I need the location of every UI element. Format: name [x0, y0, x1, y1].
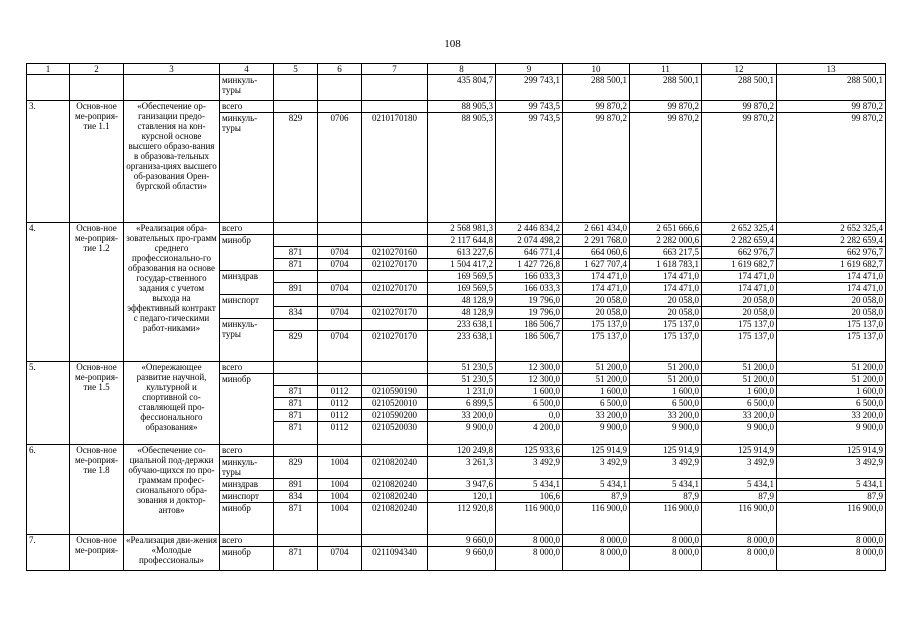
- empty-cell: [274, 75, 318, 101]
- value-cell: 3 492,9: [777, 457, 886, 479]
- budget-table: [26, 63, 886, 571]
- code-cell: 871: [274, 547, 318, 571]
- value-cell: 174 471,0: [702, 271, 777, 283]
- value-cell: 51 200,0: [702, 362, 777, 374]
- code-cell: 871: [274, 422, 318, 445]
- value-cell: 20 058,0: [563, 295, 630, 307]
- value-cell: 20 058,0: [563, 307, 630, 319]
- value-cell: 116 900,0: [630, 503, 702, 535]
- table-row: [27, 445, 886, 457]
- value-cell: 120,1: [428, 491, 496, 503]
- code-cell: 829: [274, 331, 318, 362]
- value-cell: 87,9: [777, 491, 886, 503]
- value-cell: 6 500,0: [563, 398, 630, 410]
- value-cell: 20 058,0: [702, 295, 777, 307]
- executor-cell: минобр: [220, 235, 274, 271]
- value-cell: 288 500,1: [702, 75, 777, 101]
- empty-cell: [362, 362, 428, 374]
- value-cell: 112 920,8: [428, 503, 496, 535]
- empty-cell: [274, 374, 318, 386]
- value-cell: 9 900,0: [702, 422, 777, 445]
- value-cell: 186 506,7: [496, 331, 563, 362]
- value-cell: 8 000,0: [702, 547, 777, 571]
- value-cell: 1 600,0: [702, 386, 777, 398]
- code-cell: 1004: [318, 479, 362, 491]
- value-cell: 1 600,0: [777, 386, 886, 398]
- column-header: 7: [362, 64, 428, 75]
- executor-cell: минздрав: [220, 479, 274, 491]
- value-cell: 1 619 682,7: [777, 259, 886, 271]
- table-row: [27, 535, 886, 547]
- event-name: Основ-ное ме-роприя-тие 1.1: [70, 101, 124, 223]
- executor-cell: минздрав: [220, 271, 274, 295]
- value-cell: 99 870,2: [563, 113, 630, 223]
- code-cell: 0210520030: [362, 422, 428, 445]
- code-cell: 0112: [318, 410, 362, 422]
- empty-cell: [318, 295, 362, 307]
- value-cell: 175 137,0: [777, 319, 886, 331]
- value-cell: 8 000,0: [702, 535, 777, 547]
- value-cell: 662 976,7: [702, 247, 777, 259]
- table-row: [27, 75, 886, 101]
- value-cell: 175 137,0: [630, 319, 702, 331]
- row-number: 4.: [27, 223, 70, 362]
- code-cell: 0210520010: [362, 398, 428, 410]
- value-cell: 3 492,9: [702, 457, 777, 479]
- code-cell: 0112: [318, 386, 362, 398]
- value-cell: 9 900,0: [777, 422, 886, 445]
- value-cell: 8 000,0: [563, 547, 630, 571]
- value-cell: 169 569,5: [428, 283, 496, 295]
- column-header: 8: [428, 64, 496, 75]
- value-cell: 87,9: [563, 491, 630, 503]
- empty-cell: [274, 235, 318, 247]
- row-number: 5.: [27, 362, 70, 445]
- value-cell: 125 914,9: [702, 445, 777, 457]
- executor-cell: всего: [220, 101, 274, 113]
- value-cell: 2 282 659,4: [777, 235, 886, 247]
- column-header: 3: [124, 64, 220, 75]
- code-cell: 0210820240: [362, 503, 428, 535]
- value-cell: 12 300,0: [496, 374, 563, 386]
- value-cell: 5 434,1: [563, 479, 630, 491]
- value-cell: 88 905,3: [428, 113, 496, 223]
- value-cell: 9 660,0: [428, 547, 496, 571]
- value-cell: 663 217,5: [630, 247, 702, 259]
- value-cell: 174 471,0: [777, 271, 886, 283]
- empty-cell: [124, 75, 220, 101]
- executor-cell: минобр: [220, 547, 274, 571]
- empty-cell: [362, 235, 428, 247]
- value-cell: 116 900,0: [777, 503, 886, 535]
- executor-cell: всего: [220, 535, 274, 547]
- value-cell: 99 870,2: [630, 101, 702, 113]
- value-cell: 174 471,0: [702, 283, 777, 295]
- code-cell: 0704: [318, 283, 362, 295]
- value-cell: 662 976,7: [777, 247, 886, 259]
- value-cell: 8 000,0: [496, 547, 563, 571]
- column-header: 11: [630, 64, 702, 75]
- code-cell: 871: [274, 259, 318, 271]
- value-cell: 9 900,0: [428, 422, 496, 445]
- code-cell: 1004: [318, 457, 362, 479]
- value-cell: 20 058,0: [777, 307, 886, 319]
- empty-cell: [362, 535, 428, 547]
- value-cell: 3 947,6: [428, 479, 496, 491]
- value-cell: 99 870,2: [630, 113, 702, 223]
- empty-cell: [362, 295, 428, 307]
- value-cell: 186 506,7: [496, 319, 563, 331]
- empty-cell: [274, 445, 318, 457]
- empty-cell: [318, 535, 362, 547]
- code-cell: 0211094340: [362, 547, 428, 571]
- value-cell: 5 434,1: [496, 479, 563, 491]
- value-cell: 20 058,0: [702, 307, 777, 319]
- column-header: 12: [702, 64, 777, 75]
- value-cell: 174 471,0: [630, 283, 702, 295]
- value-cell: 8 000,0: [630, 547, 702, 571]
- value-cell: 288 500,1: [563, 75, 630, 101]
- value-cell: 33 200,0: [777, 410, 886, 422]
- value-cell: 6 500,0: [496, 398, 563, 410]
- table-row: [27, 101, 886, 113]
- value-cell: 33 200,0: [563, 410, 630, 422]
- value-cell: 48 128,9: [428, 295, 496, 307]
- empty-cell: [274, 319, 318, 331]
- empty-cell: [274, 362, 318, 374]
- event-description: «Опережающее развитие научной, культурной и спортивной со-ставляющей про-фессионального образования»: [124, 362, 220, 445]
- row-number: 7.: [27, 535, 70, 571]
- column-header: 13: [777, 64, 886, 75]
- empty-cell: [318, 101, 362, 113]
- column-header: 9: [496, 64, 563, 75]
- column-header: 10: [563, 64, 630, 75]
- value-cell: 435 804,7: [428, 75, 496, 101]
- value-cell: 106,6: [496, 491, 563, 503]
- code-cell: 871: [274, 386, 318, 398]
- row-number: 3.: [27, 101, 70, 223]
- value-cell: 3 492,9: [496, 457, 563, 479]
- event-description: «Реализация дви-жения «Молодые профессионалы»: [124, 535, 220, 571]
- code-cell: 0704: [318, 547, 362, 571]
- value-cell: 6 500,0: [777, 398, 886, 410]
- column-header: 4: [220, 64, 274, 75]
- empty-cell: [318, 445, 362, 457]
- code-cell: 834: [274, 307, 318, 319]
- empty-cell: [274, 101, 318, 113]
- value-cell: 2 282 000,6: [630, 235, 702, 247]
- executor-cell: минобр: [220, 503, 274, 535]
- value-cell: 9 900,0: [630, 422, 702, 445]
- value-cell: 9 900,0: [563, 422, 630, 445]
- empty-cell: [27, 75, 70, 101]
- code-cell: 0112: [318, 398, 362, 410]
- value-cell: 1 600,0: [563, 386, 630, 398]
- code-cell: 0112: [318, 422, 362, 445]
- value-cell: 2 661 434,0: [563, 223, 630, 235]
- empty-cell: [362, 75, 428, 101]
- code-cell: 891: [274, 283, 318, 295]
- value-cell: 20 058,0: [777, 295, 886, 307]
- value-cell: 1 627 707,4: [563, 259, 630, 271]
- value-cell: 51 200,0: [563, 374, 630, 386]
- value-cell: 99 870,2: [777, 113, 886, 223]
- empty-cell: [362, 271, 428, 283]
- value-cell: 288 500,1: [777, 75, 886, 101]
- event-name: Основ-ное ме-роприя-: [70, 535, 124, 571]
- empty-cell: [318, 319, 362, 331]
- value-cell: 99 870,2: [563, 101, 630, 113]
- value-cell: 19 796,0: [496, 295, 563, 307]
- empty-cell: [318, 271, 362, 283]
- value-cell: 5 434,1: [630, 479, 702, 491]
- column-header: 5: [274, 64, 318, 75]
- code-cell: 891: [274, 479, 318, 491]
- value-cell: 8 000,0: [777, 535, 886, 547]
- event-name: Основ-ное ме-роприя-тие 1.5: [70, 362, 124, 445]
- value-cell: 6 500,0: [702, 398, 777, 410]
- table-header-row: [27, 64, 886, 75]
- code-cell: 834: [274, 491, 318, 503]
- code-cell: 0210270160: [362, 247, 428, 259]
- table-row: [27, 362, 886, 374]
- code-cell: 871: [274, 398, 318, 410]
- executor-cell: минкуль-туры: [220, 457, 274, 479]
- value-cell: 613 227,6: [428, 247, 496, 259]
- code-cell: 0704: [318, 259, 362, 271]
- page-number: 108: [444, 38, 461, 50]
- column-header: 2: [70, 64, 124, 75]
- executor-cell: минспорт: [220, 491, 274, 503]
- executor-cell: всего: [220, 445, 274, 457]
- code-cell: 871: [274, 410, 318, 422]
- empty-cell: [362, 319, 428, 331]
- empty-cell: [274, 535, 318, 547]
- value-cell: 2 117 644,8: [428, 235, 496, 247]
- value-cell: 116 900,0: [702, 503, 777, 535]
- value-cell: 1 600,0: [496, 386, 563, 398]
- table-row: [27, 223, 886, 235]
- value-cell: 1 618 783,1: [630, 259, 702, 271]
- code-cell: 0210270170: [362, 259, 428, 271]
- value-cell: 8 000,0: [630, 535, 702, 547]
- value-cell: 174 471,0: [630, 271, 702, 283]
- code-cell: 0210820240: [362, 479, 428, 491]
- empty-cell: [318, 75, 362, 101]
- row-number: 6.: [27, 445, 70, 535]
- code-cell: 829: [274, 457, 318, 479]
- code-cell: 871: [274, 247, 318, 259]
- value-cell: 233 638,1: [428, 319, 496, 331]
- executor-cell: минспорт: [220, 295, 274, 319]
- executor-cell: минкуль-туры: [220, 75, 274, 101]
- code-cell: 0210820240: [362, 457, 428, 479]
- empty-cell: [318, 235, 362, 247]
- value-cell: 9 660,0: [428, 535, 496, 547]
- value-cell: 175 137,0: [702, 331, 777, 362]
- code-cell: 829: [274, 113, 318, 223]
- value-cell: 6 899,5: [428, 398, 496, 410]
- value-cell: 51 200,0: [777, 374, 886, 386]
- value-cell: 646 771,4: [496, 247, 563, 259]
- value-cell: 51 200,0: [777, 362, 886, 374]
- value-cell: 174 471,0: [777, 283, 886, 295]
- executor-cell: всего: [220, 223, 274, 235]
- value-cell: 125 914,9: [563, 445, 630, 457]
- column-header: 1: [27, 64, 70, 75]
- value-cell: 3 492,9: [563, 457, 630, 479]
- value-cell: 5 434,1: [777, 479, 886, 491]
- value-cell: 51 200,0: [702, 374, 777, 386]
- value-cell: 2 446 834,2: [496, 223, 563, 235]
- code-cell: 1004: [318, 491, 362, 503]
- value-cell: 125 933,6: [496, 445, 563, 457]
- value-cell: 175 137,0: [777, 331, 886, 362]
- value-cell: 2 568 981,3: [428, 223, 496, 235]
- value-cell: 20 058,0: [630, 307, 702, 319]
- value-cell: 166 033,3: [496, 283, 563, 295]
- value-cell: 175 137,0: [563, 331, 630, 362]
- value-cell: 125 914,9: [630, 445, 702, 457]
- value-cell: 99 743,5: [496, 113, 563, 223]
- value-cell: 288 500,1: [630, 75, 702, 101]
- value-cell: 99 743,5: [496, 101, 563, 113]
- value-cell: 116 900,0: [496, 503, 563, 535]
- value-cell: 8 000,0: [777, 547, 886, 571]
- empty-cell: [318, 374, 362, 386]
- value-cell: 2 652 325,4: [777, 223, 886, 235]
- value-cell: 116 900,0: [563, 503, 630, 535]
- executor-cell: минкуль-туры: [220, 319, 274, 362]
- value-cell: 48 128,9: [428, 307, 496, 319]
- value-cell: 99 870,2: [777, 101, 886, 113]
- value-cell: 51 200,0: [630, 362, 702, 374]
- value-cell: 1 504 417,2: [428, 259, 496, 271]
- code-cell: 0704: [318, 331, 362, 362]
- code-cell: 0704: [318, 247, 362, 259]
- value-cell: 120 249,8: [428, 445, 496, 457]
- value-cell: 169 569,5: [428, 271, 496, 283]
- empty-cell: [362, 223, 428, 235]
- value-cell: 1 600,0: [630, 386, 702, 398]
- value-cell: 99 870,2: [702, 101, 777, 113]
- empty-cell: [362, 445, 428, 457]
- value-cell: 51 200,0: [563, 362, 630, 374]
- value-cell: 233 638,1: [428, 331, 496, 362]
- value-cell: 175 137,0: [702, 319, 777, 331]
- value-cell: 2 282 659,4: [702, 235, 777, 247]
- value-cell: 33 200,0: [630, 410, 702, 422]
- value-cell: 87,9: [702, 491, 777, 503]
- event-description: «Обеспечение ор-ганизации предо-ставления на кон-курсной основе высшего образо-вания в образова-тельных организа-циях высшего об-разования Орен-бургской области»: [124, 101, 220, 223]
- code-cell: 0706: [318, 113, 362, 223]
- value-cell: 2 074 498,2: [496, 235, 563, 247]
- value-cell: 20 058,0: [630, 295, 702, 307]
- value-cell: 175 137,0: [630, 331, 702, 362]
- value-cell: 8 000,0: [496, 535, 563, 547]
- value-cell: 174 471,0: [563, 271, 630, 283]
- value-cell: 0,0: [496, 410, 563, 422]
- value-cell: 2 651 666,6: [630, 223, 702, 235]
- value-cell: 3 492,9: [630, 457, 702, 479]
- value-cell: 99 870,2: [702, 113, 777, 223]
- value-cell: 51 230,5: [428, 374, 496, 386]
- value-cell: 1 619 682,7: [702, 259, 777, 271]
- code-cell: 0210270170: [362, 331, 428, 362]
- value-cell: 8 000,0: [563, 535, 630, 547]
- event-description: «Реализация обра-зовательных про-грамм среднего профессионально-го образования на основе государ-ственного задания с учетом выхода на эффективный контракт с педаго-гическими работ-никами»: [124, 223, 220, 362]
- value-cell: 1 231,0: [428, 386, 496, 398]
- executor-cell: всего: [220, 362, 274, 374]
- value-cell: 1 427 726,8: [496, 259, 563, 271]
- code-cell: 0210590190: [362, 386, 428, 398]
- value-cell: 33 200,0: [702, 410, 777, 422]
- value-cell: 12 300,0: [496, 362, 563, 374]
- code-cell: 0210270170: [362, 283, 428, 295]
- value-cell: 2 291 768,0: [563, 235, 630, 247]
- value-cell: 51 200,0: [630, 374, 702, 386]
- empty-cell: [274, 295, 318, 307]
- value-cell: 33 200,0: [428, 410, 496, 422]
- value-cell: 664 060,6: [563, 247, 630, 259]
- event-description: «Обеспечение со-циальной под-держки обучаю-щихся по про-граммам профес-сионального обра-зования и доктор-антов»: [124, 445, 220, 535]
- value-cell: 2 652 325,4: [702, 223, 777, 235]
- value-cell: 3 261,3: [428, 457, 496, 479]
- code-cell: 0210170180: [362, 113, 428, 223]
- value-cell: 125 914,9: [777, 445, 886, 457]
- value-cell: 175 137,0: [563, 319, 630, 331]
- code-cell: 0704: [318, 307, 362, 319]
- empty-cell: [274, 223, 318, 235]
- event-name: Основ-ное ме-роприя-тие 1.2: [70, 223, 124, 362]
- empty-cell: [274, 271, 318, 283]
- event-name: Основ-ное ме-роприя-тие 1.8: [70, 445, 124, 535]
- executor-cell: минобр: [220, 374, 274, 445]
- code-cell: 0210270170: [362, 307, 428, 319]
- code-cell: 871: [274, 503, 318, 535]
- empty-cell: [362, 374, 428, 386]
- value-cell: 6 500,0: [630, 398, 702, 410]
- value-cell: 19 796,0: [496, 307, 563, 319]
- empty-cell: [318, 362, 362, 374]
- code-cell: 0210820240: [362, 491, 428, 503]
- value-cell: 51 230,5: [428, 362, 496, 374]
- value-cell: 299 743,1: [496, 75, 563, 101]
- value-cell: 88 905,3: [428, 101, 496, 113]
- value-cell: 87,9: [630, 491, 702, 503]
- value-cell: 5 434,1: [702, 479, 777, 491]
- code-cell: 0210590200: [362, 410, 428, 422]
- value-cell: 174 471,0: [563, 283, 630, 295]
- column-header: 6: [318, 64, 362, 75]
- empty-cell: [362, 101, 428, 113]
- executor-cell: минкуль-туры: [220, 113, 274, 223]
- empty-cell: [70, 75, 124, 101]
- value-cell: 166 033,3: [496, 271, 563, 283]
- value-cell: 4 200,0: [496, 422, 563, 445]
- empty-cell: [318, 223, 362, 235]
- code-cell: 1004: [318, 503, 362, 535]
